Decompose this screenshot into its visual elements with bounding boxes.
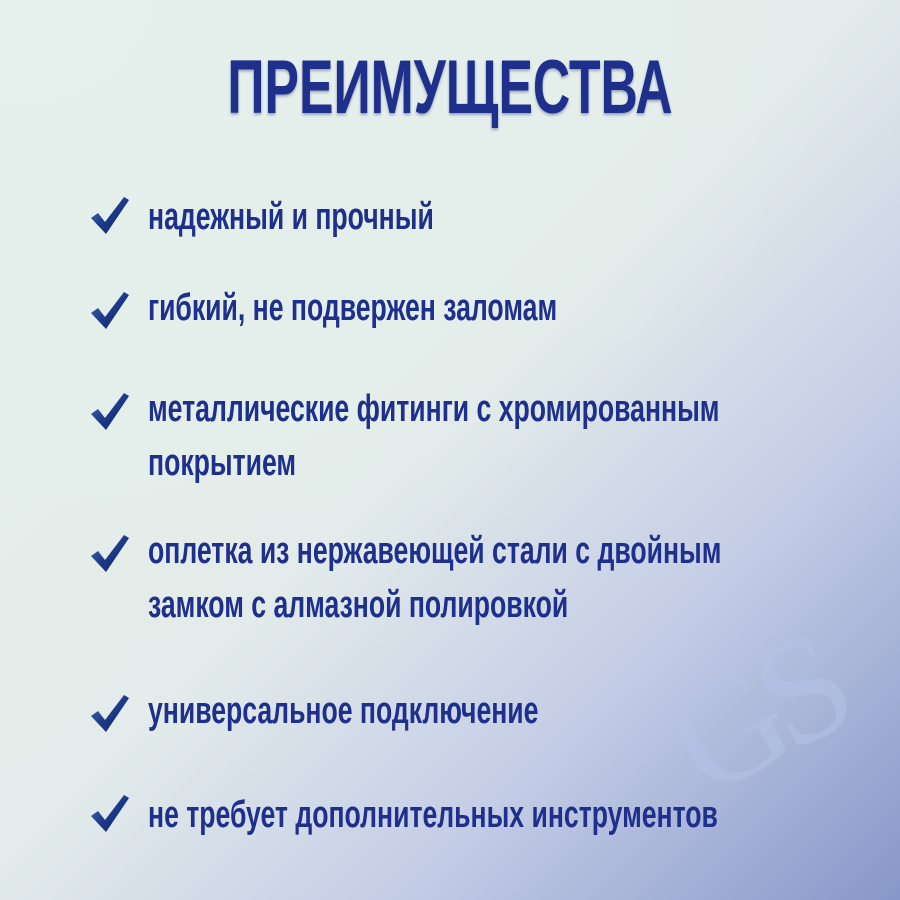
list-item-text: не требует дополнительных инструментов: [148, 794, 718, 836]
watermark-logo: GS: [642, 602, 869, 828]
list-item-text: гибкий, не подвержен заломам: [148, 287, 558, 329]
list-item-text: универсальное подключение: [148, 690, 539, 732]
checkmark-icon: [88, 692, 132, 736]
page-title: ПРЕИМУЩЕСТВА: [227, 45, 673, 130]
list-item-text: оплетка из нержавеющей стали с двойным замком с алмазной полировкой: [148, 530, 722, 626]
checkmark-icon: [88, 390, 132, 434]
checkmark-icon: [88, 289, 132, 333]
list-item-text: металлические фитинги с хромированным покрытием: [148, 388, 720, 484]
list-item-text: надежный и прочный: [148, 196, 434, 238]
checkmark-icon: [88, 194, 132, 238]
checkmark-icon: [88, 532, 132, 576]
checkmark-icon: [88, 792, 132, 836]
